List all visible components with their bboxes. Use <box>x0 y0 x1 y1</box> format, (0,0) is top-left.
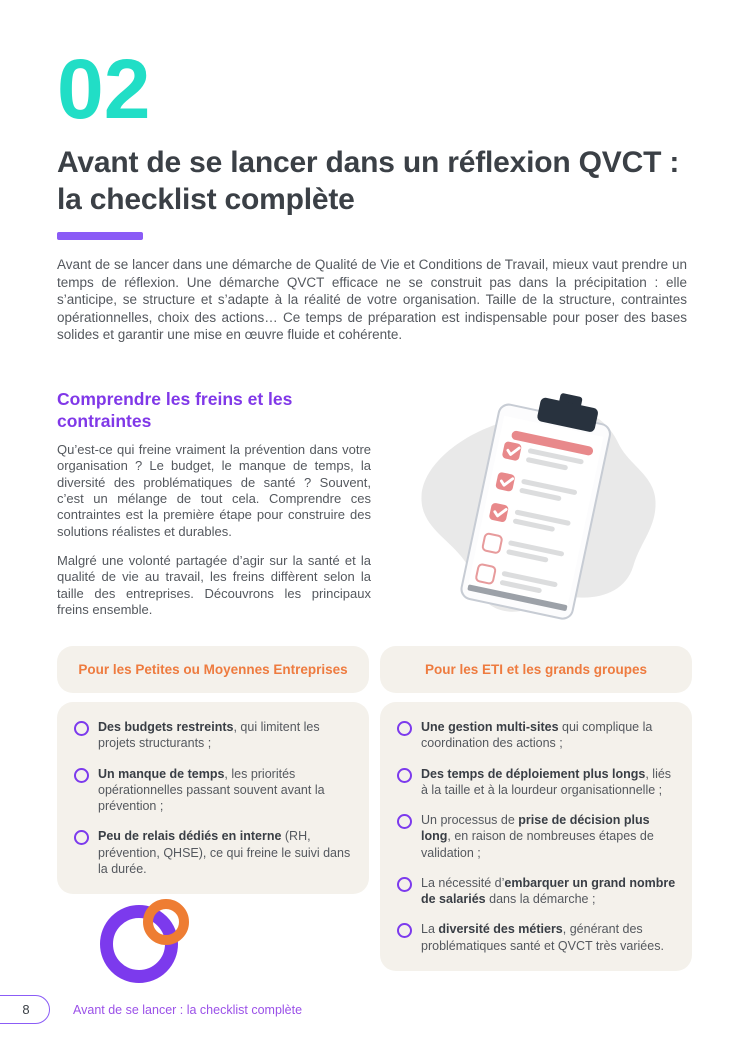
list-item-text: La nécessité d’embarquer un grand nombre de salariés dans la démarche ; <box>421 875 676 906</box>
section-paragraph-2: Malgré une volonté partagée d’agir sur la santé et la qualité de vie au travail, les freins diffèrent selon la taille des entreprises. Découvrons les principaux freins ensemble. <box>57 553 371 618</box>
checklist-clipboard-illustration <box>398 392 674 630</box>
column-header-eti: Pour les ETI et les grands groupes <box>380 646 692 693</box>
list-item <box>397 875 677 908</box>
page-header <box>57 42 687 240</box>
column-list-pme <box>57 702 369 894</box>
page-number-badge <box>0 995 50 1024</box>
circle-bullet-icon <box>397 721 412 736</box>
circle-bullet-icon <box>74 768 89 783</box>
list-item <box>397 921 677 954</box>
list-item-text: Un processus de prise de décision plus long, en raison de nombreuses étapes de validation ; <box>421 813 654 860</box>
column-list-eti <box>380 702 692 971</box>
page-number: 8 <box>22 1002 30 1017</box>
list-item-text: Un manque de temps, les priorités opérationnelles passant souvent avant la prévention ; <box>98 766 325 813</box>
list-item <box>74 766 354 815</box>
list-item <box>74 828 354 877</box>
column-header-pme: Pour les Petites ou Moyennes Entreprises <box>57 646 369 693</box>
chapter-number: 02 <box>57 42 151 136</box>
title-underline-bar <box>57 232 143 240</box>
list-item-text: La diversité des métiers, générant des problématiques santé et QVCT très variées. <box>421 922 664 953</box>
circle-bullet-icon <box>397 814 412 829</box>
list-item <box>397 719 677 752</box>
column-eti <box>380 646 692 971</box>
footer-label: Avant de se lancer : la checklist complète <box>73 1003 303 1017</box>
circle-bullet-icon <box>397 877 412 892</box>
list-item <box>74 719 354 752</box>
section-paragraph-1: Qu’est-ce qui freine vraiment la prévention dans votre organisation ? Le budget, le manque de temps, la diversité des problématiques de santé ? Souvent, c’est un mélange de tout cela. Comprendre ces contraintes est la première étape pour construire des solutions réalistes et durables. <box>57 441 371 539</box>
section-freins <box>57 388 371 619</box>
circle-bullet-icon <box>397 768 412 783</box>
list-item-text: Des temps de déploiement plus longs, liés à la taille et à la lourdeur organisationnelle ; <box>421 766 672 797</box>
intro-paragraph: Avant de se lancer dans une démarche de Qualité de Vie et Conditions de Travail, mieux vaut prendre un temps de réflexion. Une démarche QVCT efficace ne se construit pas dans la précipitation : elle s’anticipe, se structure et s’adapte à la réalité de votre organisation. Taille de la structure, contraintes opérationnelles, choix des actions… Ce temps de préparation est indispensable pour poser des bases solides et garantir une mise en œuvre fluide et cohérente. <box>57 257 687 343</box>
list-item-text: Des budgets restreints, qui limitent les projets structurants ; <box>98 720 320 751</box>
list-item-text: Une gestion multi-sites qui complique la coordination des actions ; <box>421 720 653 751</box>
circle-bullet-icon <box>74 830 89 845</box>
page-title: Avant de se lancer dans un réflexion QVCT : la checklist complète <box>57 145 680 216</box>
list-item-text: Peu de relais dédiés en interne (RH, prévention, QHSE), ce qui freine le suivi dans la durée. <box>98 829 351 876</box>
orange-ring-icon <box>143 899 189 945</box>
circle-bullet-icon <box>397 923 412 938</box>
circle-bullet-icon <box>74 721 89 736</box>
list-item <box>397 812 677 861</box>
clipboard-svg <box>398 392 674 630</box>
column-pme <box>57 646 369 894</box>
section-heading: Comprendre les freins et les contraintes <box>57 389 293 432</box>
list-item <box>397 766 677 799</box>
